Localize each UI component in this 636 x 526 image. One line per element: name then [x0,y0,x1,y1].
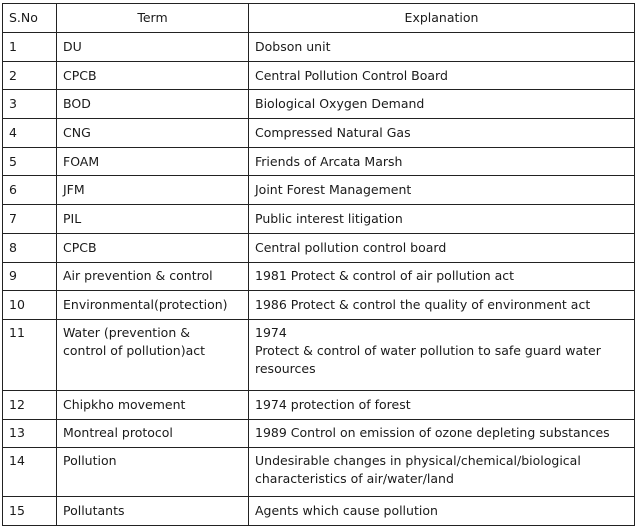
table-row [3,419,635,448]
cell-sno: 10 [3,291,57,320]
cell-term: CPCB [57,61,249,90]
header-sno: S.No [3,4,57,33]
cell-sno: 5 [3,147,57,176]
cell-sno: 6 [3,176,57,205]
cell-sno: 8 [3,233,57,262]
cell-term: BOD [57,90,249,119]
table-row [3,262,635,291]
cell-term: PIL [57,205,249,234]
cell-term: CPCB [57,233,249,262]
cell-explanation: Friends of Arcata Marsh [249,147,635,176]
cell-explanation: Agents which cause pollution [249,497,635,526]
cell-explanation: Central pollution control board [249,233,635,262]
cell-term: FOAM [57,147,249,176]
cell-term: DU [57,33,249,62]
cell-sno: 14 [3,448,57,497]
cell-sno: 7 [3,205,57,234]
cell-term: Pollutants [57,497,249,526]
cell-explanation: Central Pollution Control Board [249,61,635,90]
cell-sno: 3 [3,90,57,119]
cell-sno: 13 [3,419,57,448]
cell-sno: 12 [3,390,57,419]
cell-term: Air prevention & control [57,262,249,291]
cell-explanation: 1974 protection of forest [249,390,635,419]
cell-sno: 11 [3,319,57,390]
table-row [3,319,635,390]
table-row [3,448,635,497]
table-row [3,291,635,320]
cell-explanation: 1986 Protect & control the quality of environment act [249,291,635,320]
table-row [3,390,635,419]
table-row [3,90,635,119]
table-row [3,61,635,90]
table-row [3,33,635,62]
cell-explanation: Biological Oxygen Demand [249,90,635,119]
cell-sno: 4 [3,119,57,148]
cell-explanation: 1981 Protect & control of air pollution act [249,262,635,291]
table-row [3,147,635,176]
header-row [3,4,635,33]
cell-term: CNG [57,119,249,148]
cell-term: Montreal protocol [57,419,249,448]
cell-explanation: Joint Forest Management [249,176,635,205]
cell-explanation: 1989 Control on emission of ozone depleting substances [249,419,635,448]
cell-sno: 2 [3,61,57,90]
cell-sno: 1 [3,33,57,62]
cell-term: Chipkho movement [57,390,249,419]
table-row [3,205,635,234]
cell-explanation: Public interest litigation [249,205,635,234]
cell-explanation: Undesirable changes in physical/chemical/biological characteristics of air/water/land [249,448,635,497]
abbreviations-table [2,3,635,526]
cell-explanation: 1974 Protect & control of water pollution to safe guard water resources [249,319,635,390]
table-row [3,233,635,262]
table-row [3,497,635,526]
table-row [3,176,635,205]
cell-sno: 9 [3,262,57,291]
cell-sno: 15 [3,497,57,526]
cell-term: JFM [57,176,249,205]
table-row [3,119,635,148]
cell-explanation: Dobson unit [249,33,635,62]
header-term: Term [57,4,249,33]
cell-term: Water (prevention & control of pollution)act [57,319,249,390]
header-explanation: Explanation [249,4,635,33]
cell-explanation: Compressed Natural Gas [249,119,635,148]
cell-term: Environmental(protection) [57,291,249,320]
cell-term: Pollution [57,448,249,497]
